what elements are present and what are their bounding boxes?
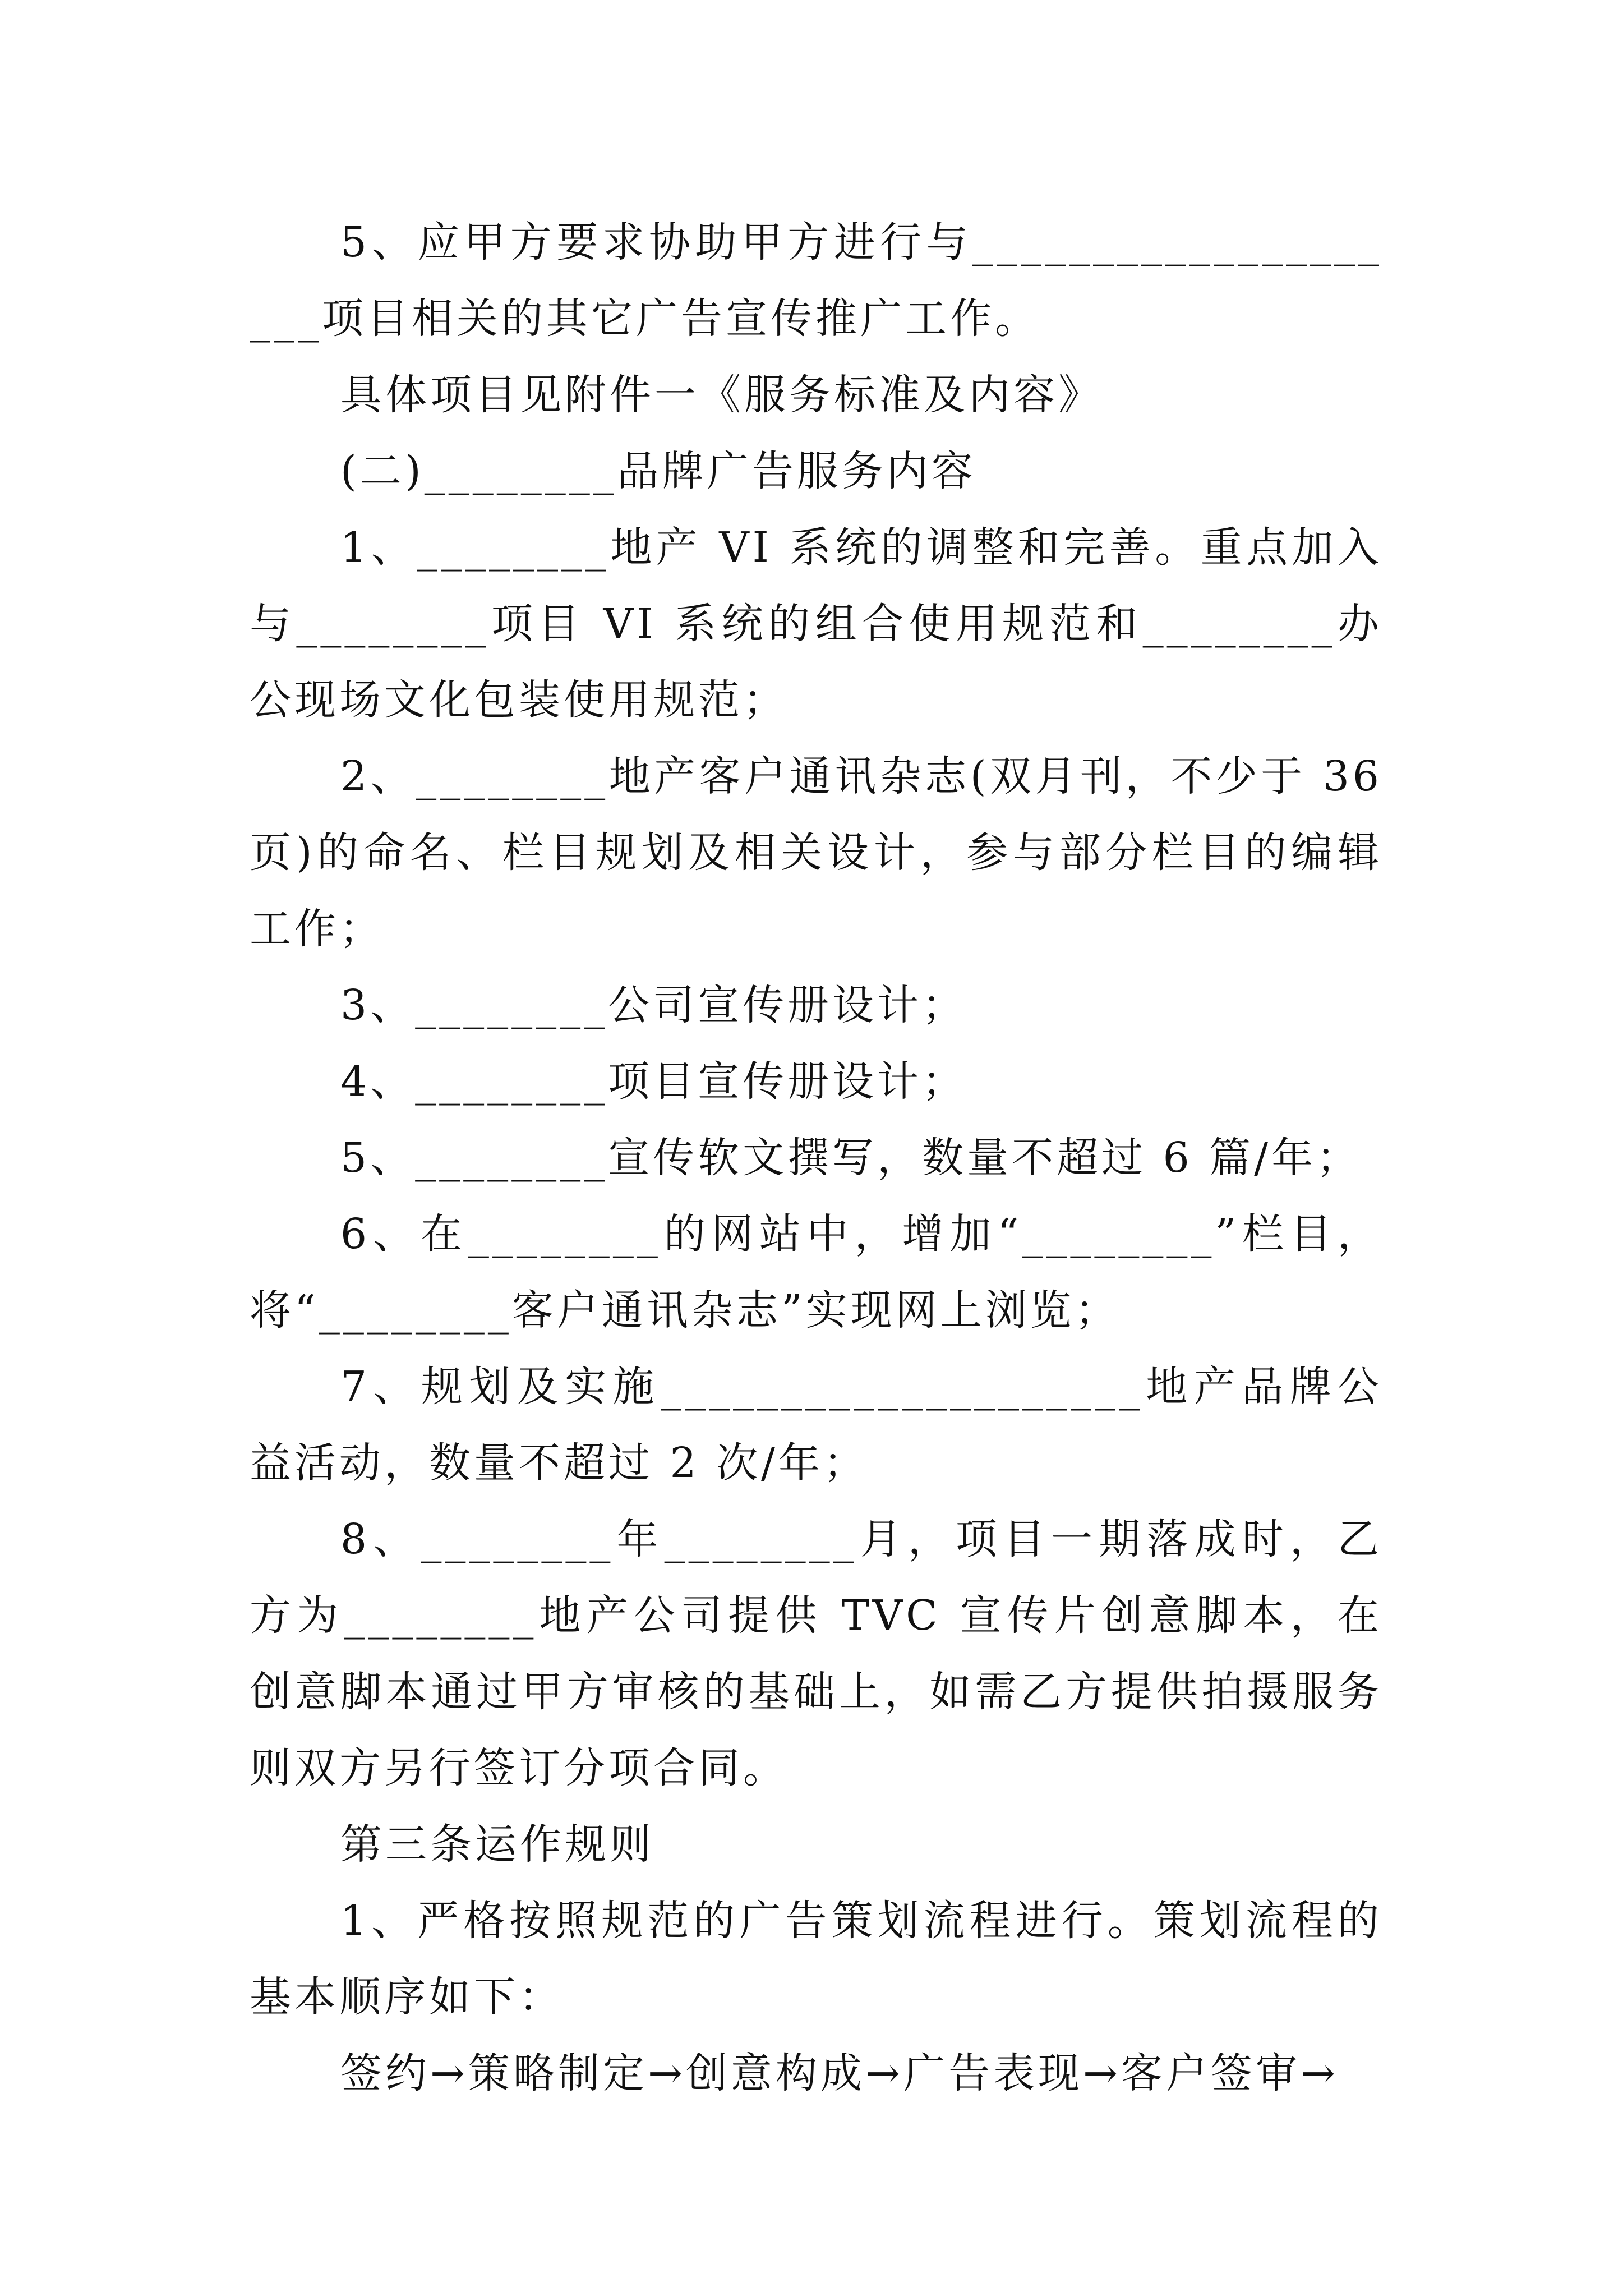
paragraph-process-flow: 签约→策略制定→创意构成→广告表现→客户签审→ [340, 2049, 1339, 2097]
paragraph-item1-vi-system: 1、________地产 VI 系统的调整和完善。重点加入与________项目 VI 系统的组合使用规范和________办公现场文化包装使用规范； [250, 523, 1382, 724]
paragraph-attachment-note: 具体项目见附件一《服务标准及内容》 [340, 371, 1103, 419]
paragraph-item3-company-brochure: 3、________公司宣传册设计； [340, 981, 967, 1029]
paragraph-item2-magazine: 2、________地产客户通讯杂志(双月刊，不少于 36 页)的命名、栏目规划及相关设计，参与部分栏目的编辑工作； [250, 752, 1382, 953]
paragraph-section-two-heading: (二)________品牌广告服务内容 [340, 447, 976, 495]
paragraph-item6-website: 6、在________的网站中，增加“________”栏目，将“________客户通讯杂志”实现网上浏览； [250, 1210, 1382, 1335]
paragraph-item8-tvc: 8、________年________月，项目一期落成时，乙方为________地产公司提供 TVC 宣传片创意脚本，在创意脚本通过甲方审核的基础上，如需乙方提供拍摄服务则双方另行签订分项合同。 [250, 1515, 1382, 1792]
paragraph-rule1-process: 1、严格按照规范的广告策划流程进行。策划流程的基本顺序如下： [250, 1897, 1382, 2021]
paragraph-article-three-heading: 第三条运作规则 [340, 1820, 654, 1869]
paragraph-item4-project-brochure: 4、________项目宣传册设计； [340, 1057, 967, 1106]
paragraph-item5-assist: 5、应甲方要求协助甲方进行与____________________项目相关的其它广告宣传推广工作。 [250, 218, 1382, 343]
document-body [250, 204, 1382, 2111]
paragraph-item7-charity: 7、规划及实施____________________地产品牌公益活动，数量不超过 2 次/年； [250, 1363, 1382, 1487]
paragraph-item5-soft-articles: 5、________宣传软文撰写，数量不超过 6 篇/年； [340, 1134, 1362, 1182]
